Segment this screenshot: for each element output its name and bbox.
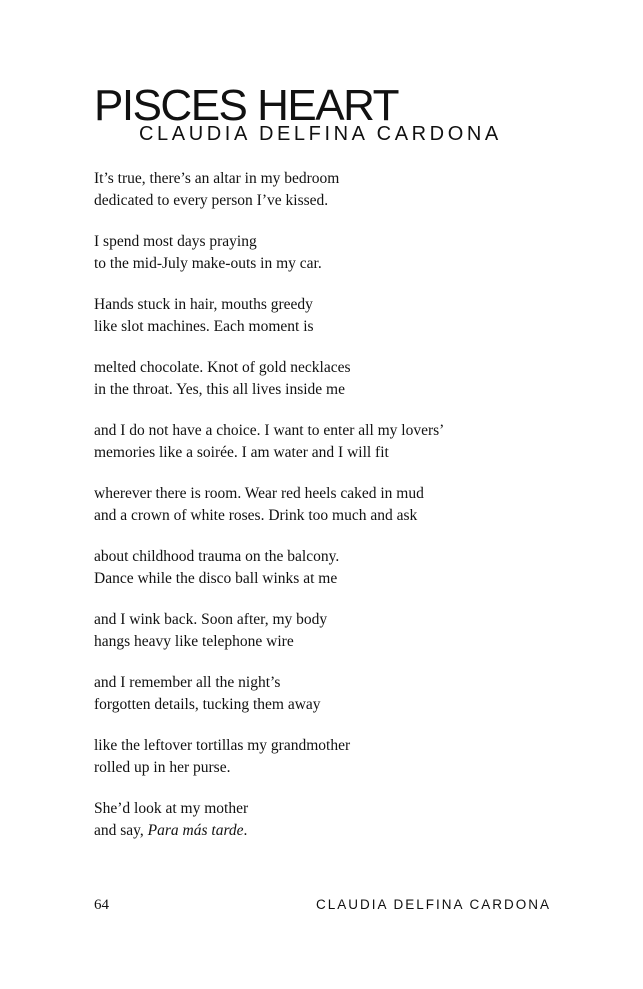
- poem-line: like slot machines. Each moment is: [94, 317, 314, 335]
- stanza-3: [94, 294, 614, 337]
- poem-line: Dance while the disco ball winks at me: [94, 569, 338, 587]
- stanza-1: [94, 168, 614, 211]
- poem-line: like the leftover tortillas my grandmother: [94, 737, 351, 754]
- poem-line: and a crown of white roses. Drink too much and ask: [94, 506, 418, 524]
- poem-title: PISCES HEART: [94, 81, 398, 130]
- poem-line: She’d look at my mother: [94, 800, 249, 817]
- poem-line: to the mid-July make-outs in my car.: [94, 254, 322, 272]
- stanza-11: [94, 798, 614, 841]
- stanza-5: [94, 420, 614, 463]
- poem-line-final: [94, 820, 614, 842]
- poem-line: memories like a soirée. I am water and I will fit: [94, 443, 389, 461]
- poem-line: hangs heavy like telephone wire: [94, 632, 294, 650]
- poem-line: I spend most days praying: [94, 233, 257, 250]
- poem-line: rolled up in her purse.: [94, 758, 231, 776]
- running-head: CLAUDIA DELFINA CARDONA: [315, 897, 551, 912]
- stanza-8: [94, 609, 614, 652]
- poem-line: and I do not have a choice. I want to enter all my lovers’: [94, 422, 445, 439]
- poem-line: in the throat. Yes, this all lives inside me: [94, 380, 345, 398]
- stanza-4: [94, 357, 614, 400]
- poem-line: Hands stuck in hair, mouths greedy: [94, 296, 313, 313]
- stanza-9: [94, 672, 614, 715]
- poem-line: about childhood trauma on the balcony.: [94, 548, 340, 565]
- stanza-10: [94, 735, 614, 778]
- poem-line: and I remember all the night’s: [94, 674, 281, 691]
- poem-line: melted chocolate. Knot of gold necklaces: [94, 359, 351, 376]
- poem-line: It’s true, there’s an altar in my bedroom: [94, 170, 340, 187]
- page-number: 64: [94, 897, 109, 913]
- poem-line: wherever there is room. Wear red heels caked in mud: [94, 485, 424, 502]
- poem-line: dedicated to every person I’ve kissed.: [94, 191, 329, 209]
- poem-line: forgotten details, tucking them away: [94, 695, 321, 713]
- stanza-6: [94, 483, 614, 526]
- italic-phrase: Para más tarde: [147, 821, 244, 839]
- poem-author: CLAUDIA DELFINA CARDONA: [139, 123, 502, 145]
- stanza-2: [94, 231, 614, 274]
- poem-body: [94, 168, 614, 861]
- stanza-7: [94, 546, 614, 589]
- poem-line: and I wink back. Soon after, my body: [94, 611, 328, 628]
- line-suffix: .: [243, 821, 248, 839]
- line-prefix: and say,: [94, 821, 148, 839]
